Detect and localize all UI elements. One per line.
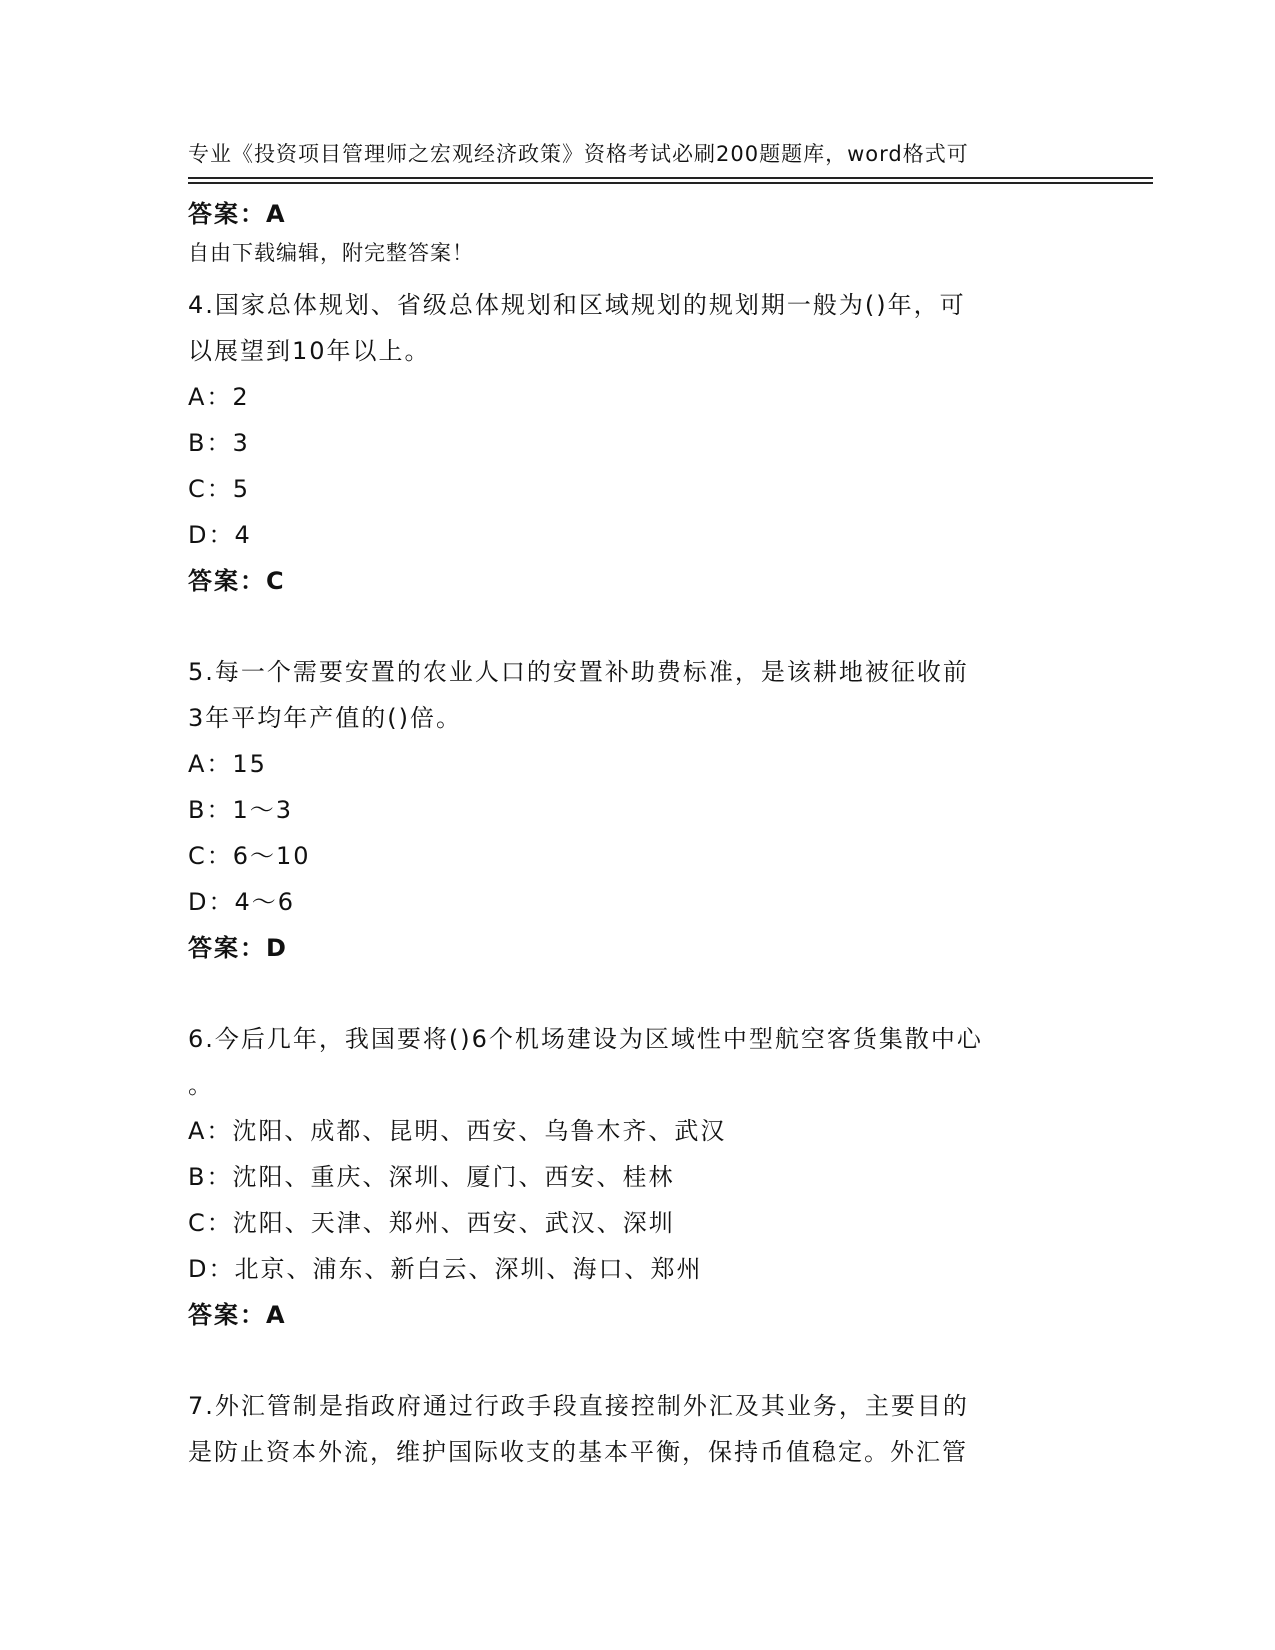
question-stem-line: 7.外汇管制是指政府通过行政手段直接控制外汇及其业务，主要目的 bbox=[188, 1392, 969, 1420]
question-stem-line: 是防止资本外流，维护国际收支的基本平衡，保持币值稳定。外汇管 bbox=[188, 1438, 968, 1466]
option-c: C：6～10 bbox=[188, 842, 311, 870]
option-a: A：15 bbox=[188, 750, 267, 778]
answer: 答案：C bbox=[188, 567, 286, 595]
question-stem-line: 6.今后几年，我国要将()6个机场建设为区域性中型航空客货集散中心 bbox=[188, 1025, 983, 1053]
header-line-2: 自由下载编辑，附完整答案！ bbox=[188, 241, 474, 265]
question-4 bbox=[188, 282, 1088, 604]
header-rule-bottom bbox=[188, 182, 1153, 184]
spacer bbox=[188, 971, 1088, 1016]
header-line-1: 专业《投资项目管理师之宏观经济政策》资格考试必刷200题题库，word格式可 bbox=[188, 142, 969, 166]
question-stem-line: 5.每一个需要安置的农业人口的安置补助费标准，是该耕地被征收前 bbox=[188, 658, 969, 686]
question-list bbox=[188, 191, 1088, 1475]
answer: 答案：A bbox=[188, 1301, 287, 1329]
option-b: B：3 bbox=[188, 429, 250, 457]
option-a: A：2 bbox=[188, 383, 250, 411]
option-d: D：4 bbox=[188, 521, 252, 549]
header-rule-top bbox=[188, 177, 1153, 179]
question-6 bbox=[188, 1016, 1088, 1338]
option-d: D：4～6 bbox=[188, 888, 296, 916]
question-stem-line: 4.国家总体规划、省级总体规划和区域规划的规划期一般为()年，可 bbox=[188, 291, 966, 319]
option-a: A：沈阳、成都、昆明、西安、乌鲁木齐、武汉 bbox=[188, 1117, 727, 1145]
spacer bbox=[188, 604, 1088, 649]
spacer bbox=[188, 237, 1088, 282]
option-d: D：北京、浦东、新白云、深圳、海口、郑州 bbox=[188, 1255, 703, 1283]
option-c: C：5 bbox=[188, 475, 251, 503]
answer: 答案：D bbox=[188, 934, 288, 962]
option-b: B：沈阳、重庆、深圳、厦门、西安、桂林 bbox=[188, 1163, 675, 1191]
option-c: C：沈阳、天津、郑州、西安、武汉、深圳 bbox=[188, 1209, 675, 1237]
option-b: B：1～3 bbox=[188, 796, 294, 824]
question-7 bbox=[188, 1383, 1088, 1475]
question-stem-line: 3年平均年产值的()倍。 bbox=[188, 704, 462, 732]
question-stem-line: 以展望到10年以上。 bbox=[188, 337, 431, 365]
question-stem-line: 。 bbox=[188, 1071, 214, 1099]
spacer bbox=[188, 1338, 1088, 1383]
previous-answer: 答案：A bbox=[188, 200, 287, 228]
question-5 bbox=[188, 649, 1088, 971]
